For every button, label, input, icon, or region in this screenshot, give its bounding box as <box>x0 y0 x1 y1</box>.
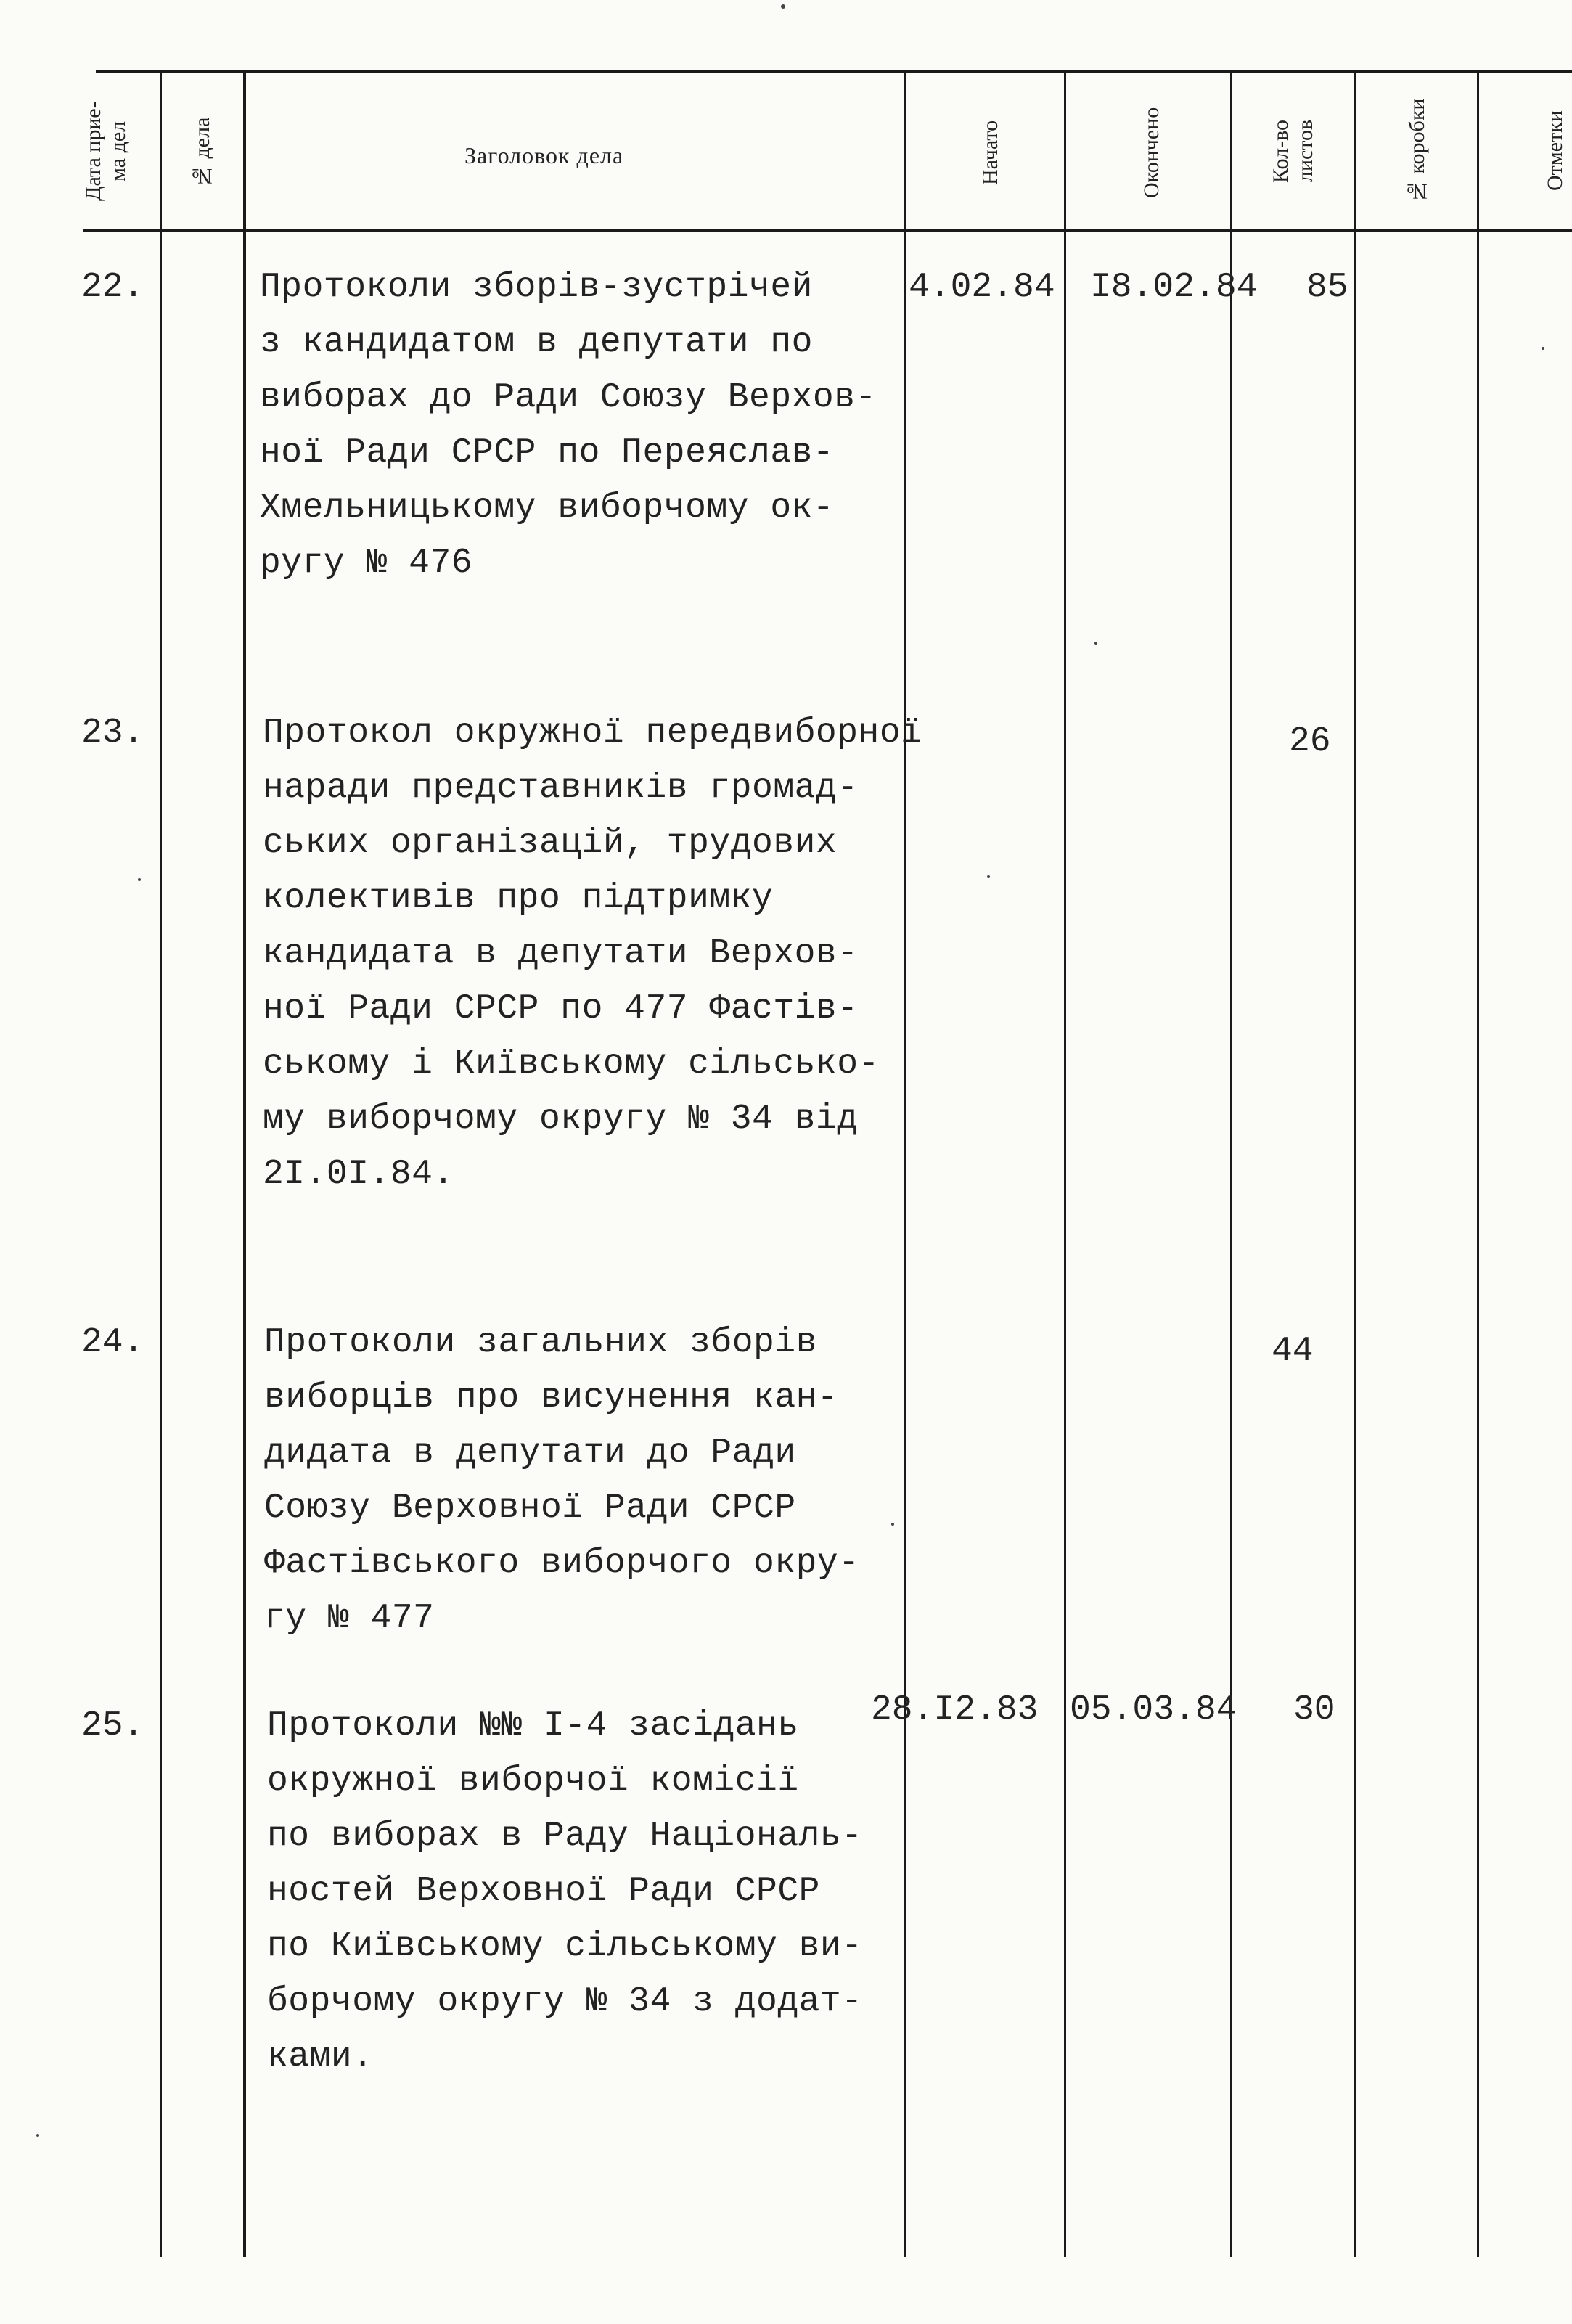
title-line: Протоколи зборів-зустрічей <box>260 268 813 307</box>
scan-speck <box>891 1523 894 1526</box>
header-finished: Окончено <box>1139 107 1163 198</box>
row-title <box>267 1698 863 2084</box>
title-line: 2I.0I.84. <box>263 1155 454 1194</box>
col-rule-4 <box>1064 73 1066 2257</box>
row-end-date: 05.03.84 <box>1070 1690 1237 1730</box>
title-line: гу № 477 <box>264 1599 435 1638</box>
scan-speck <box>138 878 141 881</box>
header-case-title: Заголовок дела <box>464 142 624 168</box>
row-number: 24. <box>81 1323 144 1362</box>
title-line: кандидата в депутати Верхов- <box>263 934 859 973</box>
col-rule-5 <box>1230 73 1232 2257</box>
title-line: по виборах в Раду Національ- <box>267 1817 863 1856</box>
title-line: Протокол окружної передвиборної <box>263 713 922 753</box>
header-case-number: № дела <box>190 117 214 188</box>
col-rule-1 <box>160 73 162 2257</box>
row-number: 25. <box>81 1706 144 1746</box>
title-line: ної Ради СРСР по Переяслав- <box>260 433 835 472</box>
row-sheet-count: 26 <box>1289 722 1331 761</box>
header-sheet-count: Кол-во листов <box>1269 119 1317 183</box>
scan-speck <box>987 875 990 878</box>
title-line: дидата в депутати до Ради <box>264 1433 796 1473</box>
title-line: му виборчому округу № 34 від <box>263 1100 859 1139</box>
title-line: ної Ради СРСР по 477 Фастів- <box>263 989 859 1028</box>
header-bottom-rule <box>83 229 1572 232</box>
title-line: окружної виборчої комісії <box>267 1762 799 1801</box>
title-line: по Київському сільському ви- <box>267 1927 863 1966</box>
row-title <box>264 1315 860 1646</box>
header-notes: Отметки <box>1543 110 1567 192</box>
title-line: з кандидатом в депутати по <box>260 323 813 362</box>
title-line: наради представників громад- <box>263 769 859 808</box>
row-title <box>260 260 877 591</box>
header-started: Начато <box>978 120 1002 185</box>
title-line: Протоколи загальних зборів <box>264 1323 817 1362</box>
title-line: Союзу Верховної Ради СРСР <box>264 1489 796 1528</box>
title-line: Фастівського виборчого окру- <box>264 1544 860 1583</box>
row-sheet-count: 44 <box>1272 1332 1314 1371</box>
row-number: 22. <box>81 268 144 307</box>
title-line: Хмельницькому виборчому ок- <box>260 488 835 528</box>
row-start-date: 4.02.84 <box>909 268 1055 307</box>
row-sheet-count: 30 <box>1293 1690 1335 1730</box>
table-top-rule <box>96 70 1572 73</box>
scan-speck <box>1542 347 1544 350</box>
title-line: Протоколи №№ I-4 засідань <box>267 1706 799 1746</box>
row-title <box>263 705 922 1202</box>
title-line: ругу № 476 <box>260 544 473 583</box>
row-end-date: I8.02.84 <box>1090 268 1258 307</box>
title-line: виборців про висунення кан- <box>264 1378 839 1417</box>
col-rule-7 <box>1477 73 1479 2257</box>
scan-speck <box>781 4 785 9</box>
scan-speck <box>36 2134 39 2137</box>
title-line: ностей Верховної Ради СРСР <box>267 1872 820 1911</box>
col-rule-2 <box>243 73 246 2257</box>
title-line: борчому округу № 34 з додат- <box>267 1982 863 2021</box>
header-date-received: Дата прие- ма дел <box>81 101 130 201</box>
title-line: ському і Київському сільсько- <box>263 1044 880 1084</box>
col-rule-6 <box>1354 73 1356 2257</box>
row-start-date: 28.I2.83 <box>871 1690 1039 1730</box>
row-number: 23. <box>81 713 144 753</box>
title-line: ками. <box>267 2037 374 2077</box>
title-line: виборах до Ради Союзу Верхов- <box>260 378 877 417</box>
row-sheet-count: 85 <box>1306 268 1348 307</box>
header-box-number: № коробки <box>1405 98 1429 204</box>
title-line: колективів про підтримку <box>263 879 774 918</box>
title-line: ських організацій, трудових <box>263 824 838 863</box>
scan-speck <box>1094 642 1097 645</box>
